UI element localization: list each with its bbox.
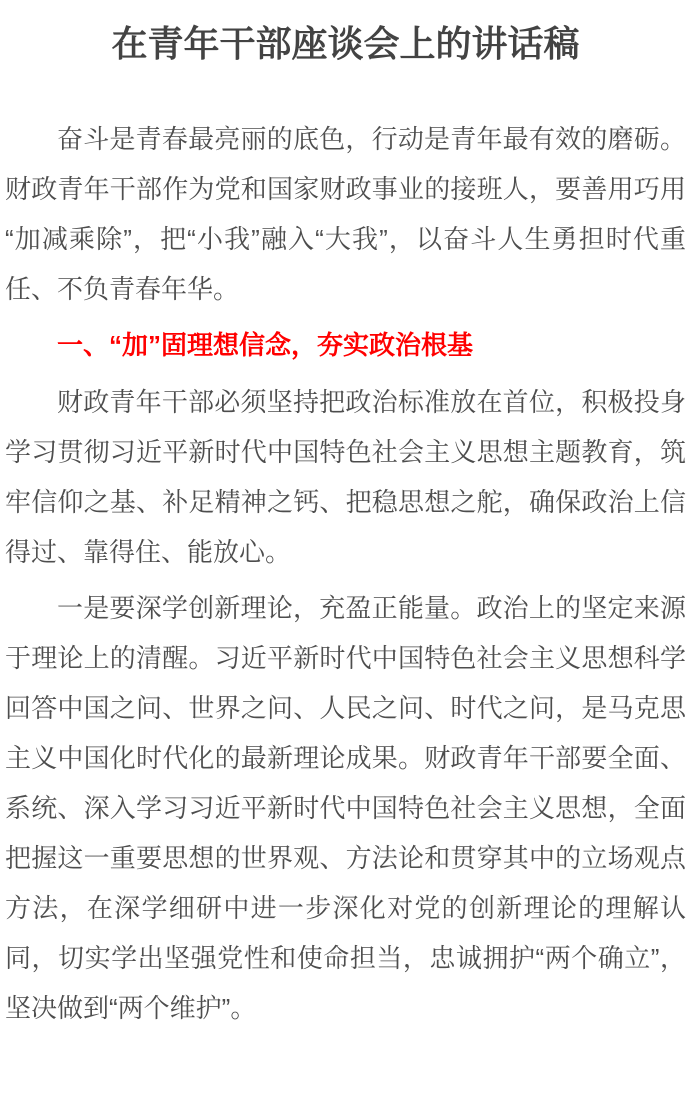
paragraph-theory-study: 一是要深学创新理论，充盈正能量。政治上的坚定来源于理论上的清醒。习近平新时代中国特色社会主义思想科学回答中国之问、世界之问、人民之问、时代之问，是马克思主义中国化时代化的最新理论成果。财政青年干部要全面、系统、深入学习习近平新时代中国特色社会主义思想，全面把握这一重要思想的世界观、方法论和贯穿其中的立场观点方法，在深学细研中进一步深化对党的创新理论的理解认同，切实学出坚强党性和使命担当，忠诚拥护“两个确立”，坚决做到“两个维护”。 <box>5 593 686 1023</box>
paragraph-intro: 奋斗是青春最亮丽的底色，行动是青年最有效的磨砺。财政青年干部作为党和国家财政事业的接班人，要善用巧用“加减乘除”，把“小我”融入“大我”，以奋斗人生勇担时代重任、不负青春年华。 <box>5 124 686 304</box>
section-heading-ideals: 一、“加”固理想信念，夯实政治根基 <box>57 330 474 360</box>
paragraph-political-standard: 财政青年干部必须坚持把政治标准放在首位，积极投身学习贯彻习近平新时代中国特色社会主义思想主题教育，筑牢信仰之基、补足精神之钙、把稳思想之舵，确保政治上信得过、靠得住、能放心。 <box>5 387 686 567</box>
page-title: 在青年干部座谈会上的讲话稿 <box>111 23 580 64</box>
